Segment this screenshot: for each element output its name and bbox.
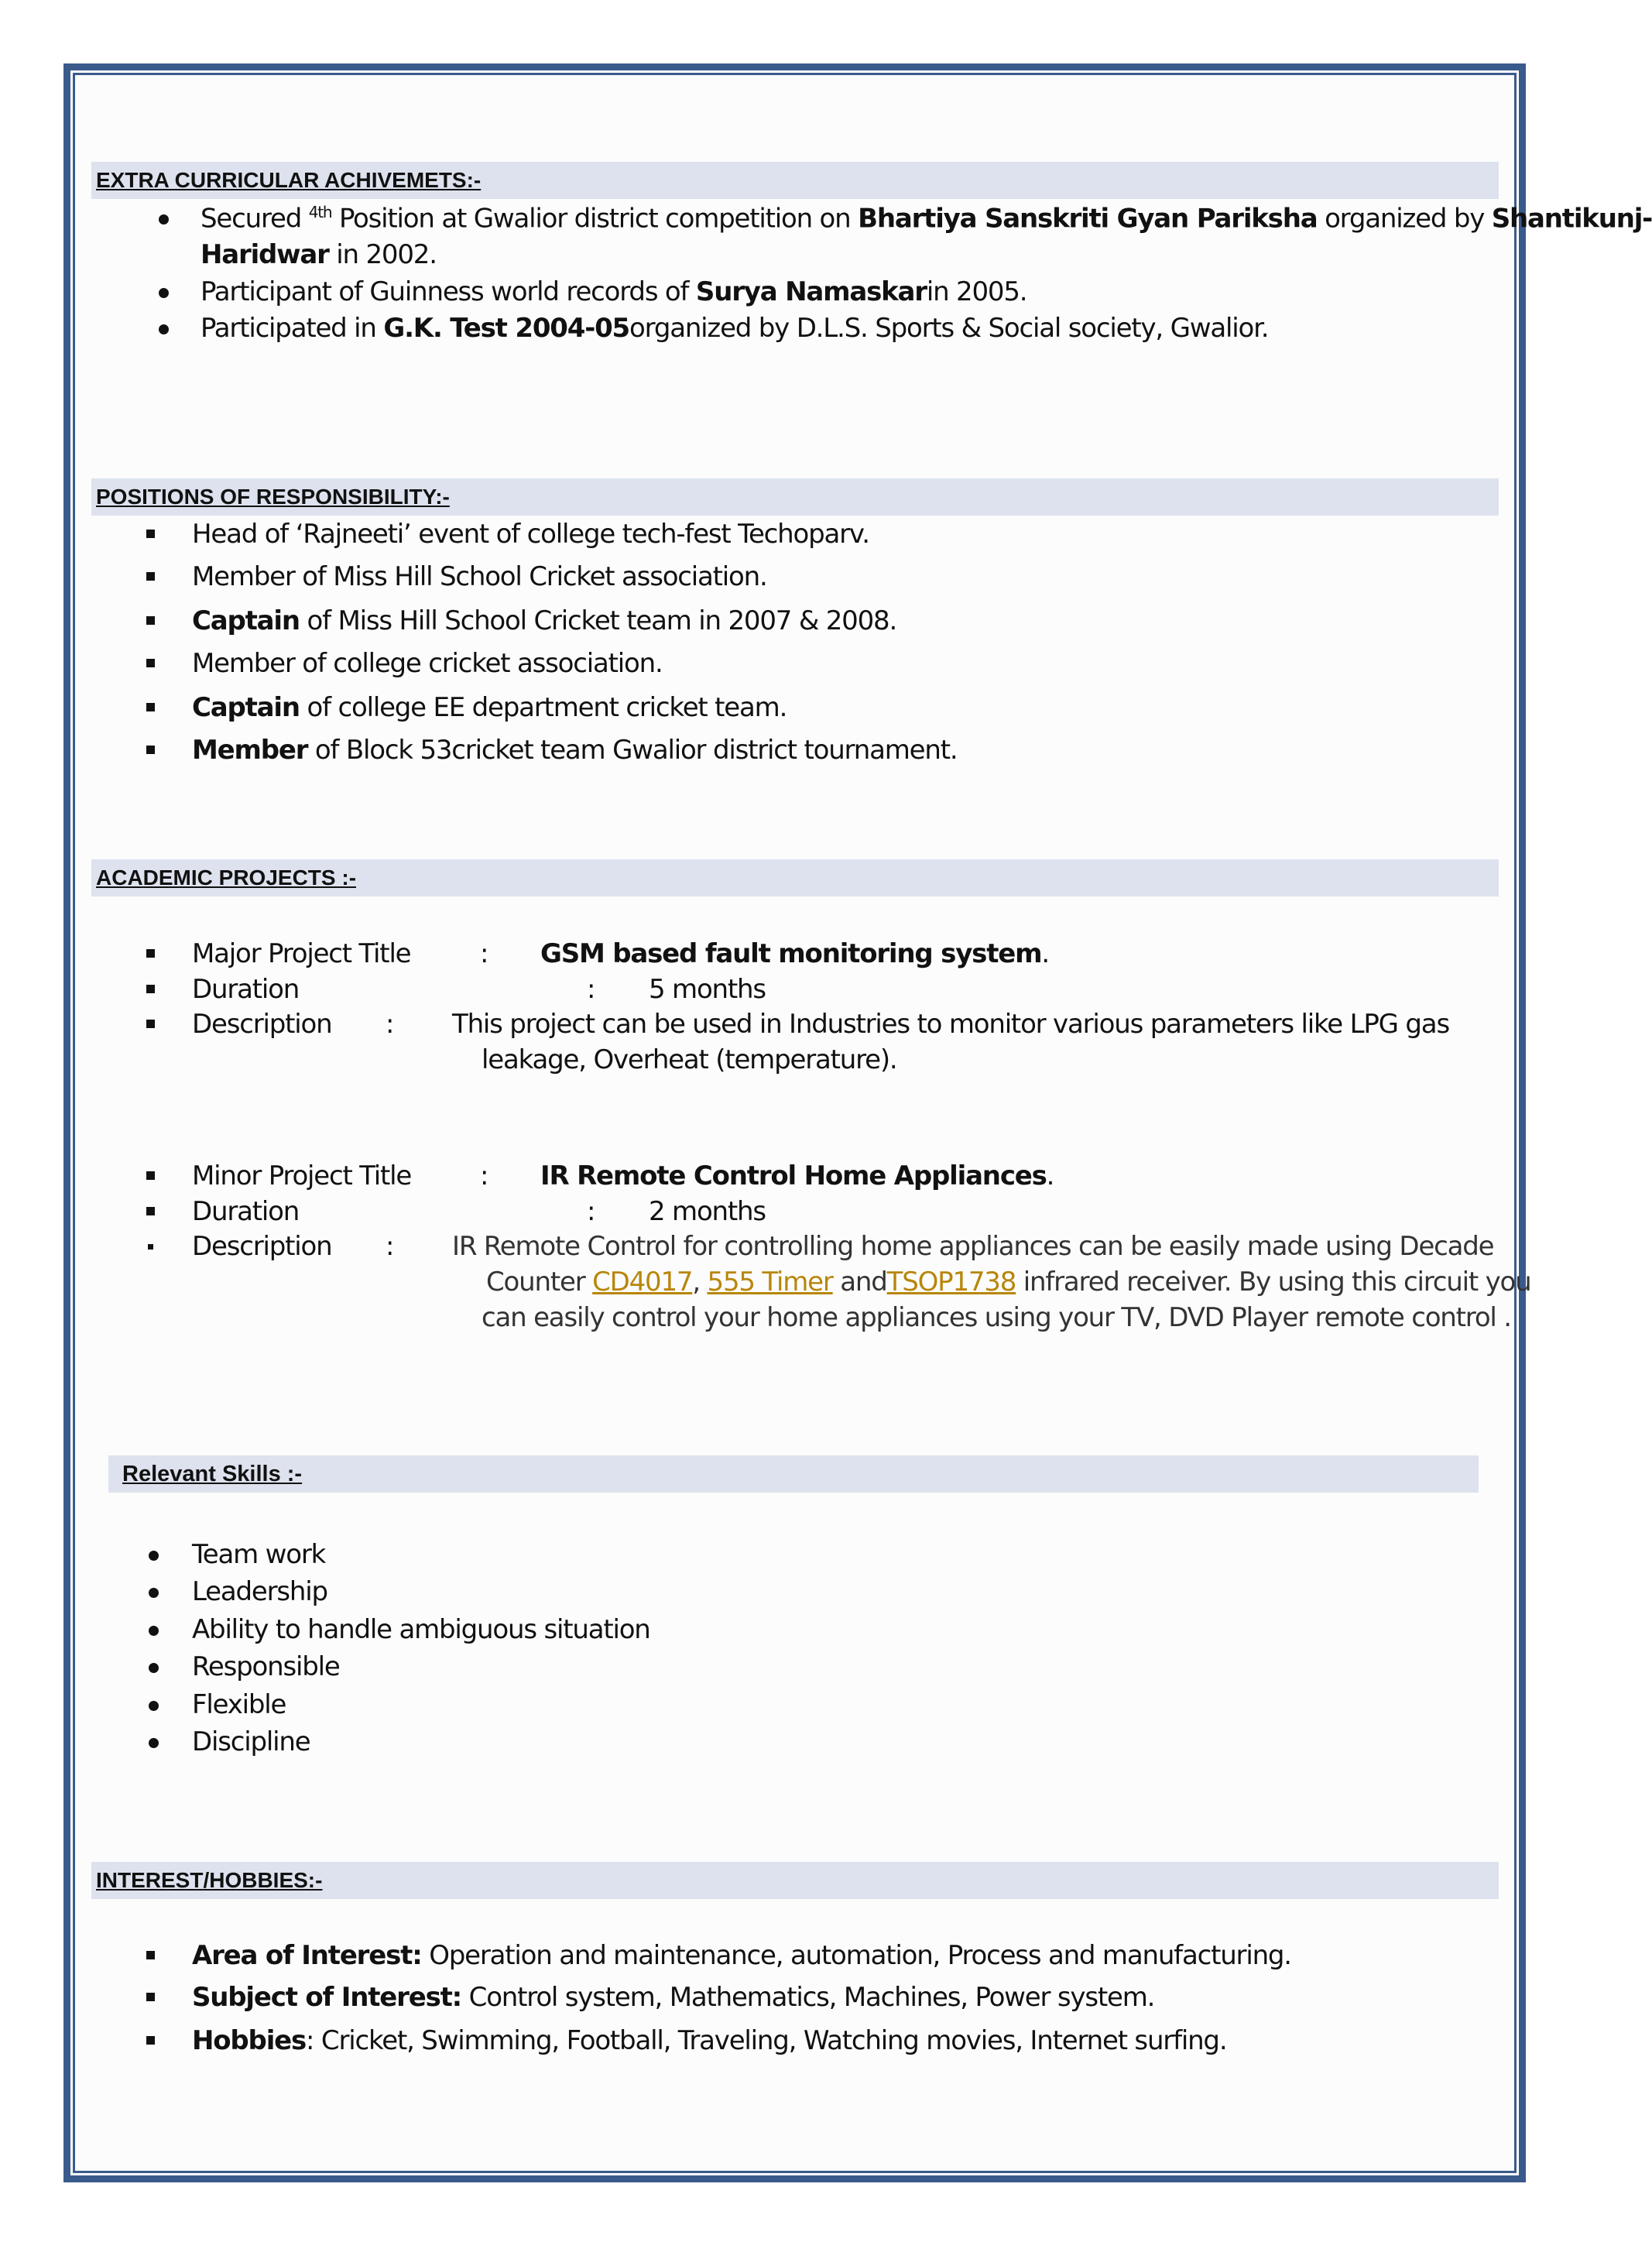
- minor-project-colon: :: [480, 1160, 488, 1191]
- bullet-icon: [149, 1551, 159, 1561]
- section-header-hobbies: [91, 1862, 1499, 1899]
- bullet-icon: [146, 659, 155, 667]
- hobby-item-2: Subject of Interest: Control system, Mathematics, Machines, Power system.: [192, 1982, 1155, 2013]
- minor-desc-line2: Counter CD4017, 555 Timer andTSOP1738 infrared receiver. By using this circuit you: [486, 1267, 1531, 1298]
- bullet-icon: [146, 703, 155, 711]
- bullet-icon: [159, 324, 169, 334]
- minor-desc-line3: can easily control your home appliances using your TV, DVD Player remote control .: [482, 1302, 1511, 1333]
- bullet-icon: [146, 1020, 155, 1028]
- extra-item-1: Secured $^{4th}$ Position at Gwalior district competition on Bhartiya Sanskriti Gyan Pariksha organized by Shantikunj-: [201, 203, 1652, 235]
- bullet-icon: [146, 2036, 155, 2045]
- bullet-icon: [149, 1701, 159, 1711]
- page-border-inner: [73, 73, 1517, 2173]
- bullet-icon: [146, 572, 155, 581]
- hobby-item-3: Hobbies: Cricket, Swimming, Football, Traveling, Watching movies, Internet surfing.: [192, 2025, 1227, 2056]
- section-title-extra: EXTRA CURRICULAR ACHIVEMETS:-: [96, 168, 482, 192]
- major-desc-colon: :: [386, 1009, 394, 1040]
- bullet-icon: [146, 530, 155, 538]
- bullet-icon: [148, 1244, 153, 1250]
- section-header-projects: [91, 859, 1499, 896]
- bullet-icon: [146, 985, 155, 993]
- bullet-icon: [149, 1588, 159, 1598]
- extra-item-3: Participated in G.K. Test 2004-05organized by D.L.S. Sports & Social society, Gwalior.: [201, 313, 1269, 344]
- extra-item-2: Participant of Guinness world records of Surya Namaskarin 2005.: [201, 276, 1027, 307]
- section-title-projects: ACADEMIC PROJECTS :-: [96, 866, 357, 890]
- major-project-value: GSM based fault monitoring system.: [540, 938, 1049, 969]
- position-item-5: Captain of college EE department cricket team.: [192, 692, 787, 723]
- section-header-skills: [108, 1455, 1479, 1493]
- position-item-6: Member of Block 53cricket team Gwalior district tournament.: [192, 735, 958, 766]
- major-project-colon: :: [480, 938, 488, 969]
- position-item-3: Captain of Miss Hill School Cricket team in 2007 & 2008.: [192, 605, 897, 636]
- bullet-icon: [146, 1171, 155, 1180]
- minor-desc-line1: IR Remote Control for controlling home appliances can be easily made using Decade: [452, 1231, 1494, 1262]
- skill-item: Responsible: [192, 1651, 340, 1682]
- minor-desc-label: Description: [192, 1231, 332, 1262]
- skill-item: Flexible: [192, 1689, 286, 1720]
- major-project-label: Major Project Title: [192, 938, 411, 969]
- bullet-icon: [146, 1951, 155, 1959]
- minor-duration-colon: :: [587, 1196, 595, 1227]
- minor-project-label: Minor Project Title: [192, 1160, 412, 1191]
- section-title-positions: POSITIONS OF RESPONSIBILITY:-: [96, 485, 450, 509]
- major-desc-line1: This project can be used in Industries to monitor various parameters like LPG gas: [452, 1009, 1449, 1040]
- bullet-icon: [146, 949, 155, 958]
- section-header-extra: [91, 162, 1499, 199]
- position-item-4: Member of college cricket association.: [192, 648, 663, 679]
- bullet-icon: [149, 1626, 159, 1636]
- extra-item-1-cont: Haridwar in 2002.: [201, 239, 437, 270]
- hobby-item-1: Area of Interest: Operation and maintenance, automation, Process and manufacturing.: [192, 1940, 1291, 1971]
- bullet-icon: [159, 214, 169, 225]
- bullet-icon: [146, 746, 155, 754]
- position-item-2: Member of Miss Hill School Cricket association.: [192, 561, 767, 592]
- bullet-icon: [159, 288, 169, 298]
- minor-duration-label: Duration: [192, 1196, 300, 1227]
- skill-item: Discipline: [192, 1726, 310, 1757]
- skill-item: Ability to handle ambiguous situation: [192, 1614, 650, 1645]
- position-item-1: Head of ‘Rajneeti’ event of college tech-fest Techoparv.: [192, 519, 869, 550]
- bullet-icon: [149, 1738, 159, 1748]
- major-duration-label: Duration: [192, 974, 300, 1005]
- major-desc-line2: leakage, Overheat (temperature).: [482, 1044, 897, 1075]
- section-title-hobbies: INTEREST/HOBBIES:-: [96, 1868, 323, 1892]
- tsop1738-link[interactable]: TSOP1738: [886, 1267, 1016, 1298]
- bullet-icon: [146, 616, 155, 625]
- bullet-icon: [149, 1663, 159, 1673]
- major-duration-colon: :: [587, 974, 595, 1005]
- major-desc-label: Description: [192, 1009, 332, 1040]
- minor-desc-colon: :: [386, 1231, 394, 1262]
- skill-item: Team work: [192, 1539, 326, 1570]
- 555-timer-link[interactable]: 555 Timer: [707, 1267, 833, 1298]
- bullet-icon: [146, 1207, 155, 1215]
- major-duration-value: 5 months: [649, 974, 766, 1005]
- cd4017-link[interactable]: CD4017: [592, 1267, 693, 1298]
- bullet-icon: [146, 1993, 155, 2001]
- section-title-skills: Relevant Skills :-: [122, 1461, 303, 1486]
- minor-project-value: IR Remote Control Home Appliances.: [540, 1160, 1054, 1191]
- minor-duration-value: 2 months: [649, 1196, 766, 1227]
- section-header-positions: [91, 478, 1499, 516]
- skill-item: Leadership: [192, 1576, 327, 1607]
